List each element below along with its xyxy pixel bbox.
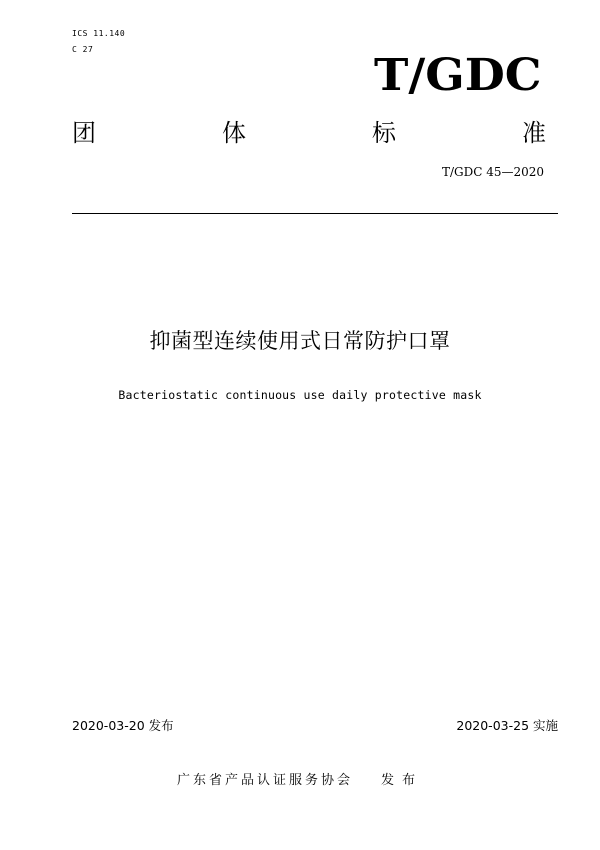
doc-type-char-1: 团: [72, 119, 96, 147]
publisher-line: [0, 772, 600, 790]
title-english: Bacteriostatic continuous use daily protective mask: [118, 388, 482, 402]
implementation-date: 2020-03-25 实施: [456, 718, 558, 733]
document-number: T/GDC 45—2020: [441, 165, 544, 179]
issue-date: 2020-03-20 发布: [72, 718, 174, 733]
doc-type-char-2: 体: [222, 119, 246, 147]
doc-type-char-3: 标: [372, 119, 396, 147]
header-divider: [72, 213, 558, 214]
publisher-action: 发布: [381, 773, 424, 788]
ics-code: ICS 11.140: [72, 29, 126, 38]
doc-type-char-4: 准: [522, 119, 546, 147]
publisher-organization: 广东省产品认证服务协会: [176, 773, 353, 788]
standard-logo: T/GDC: [374, 50, 542, 101]
document-type: [72, 116, 546, 150]
ccs-code: C 27: [72, 45, 94, 54]
title-chinese: 抑菌型连续使用式日常防护口罩: [149, 329, 451, 353]
